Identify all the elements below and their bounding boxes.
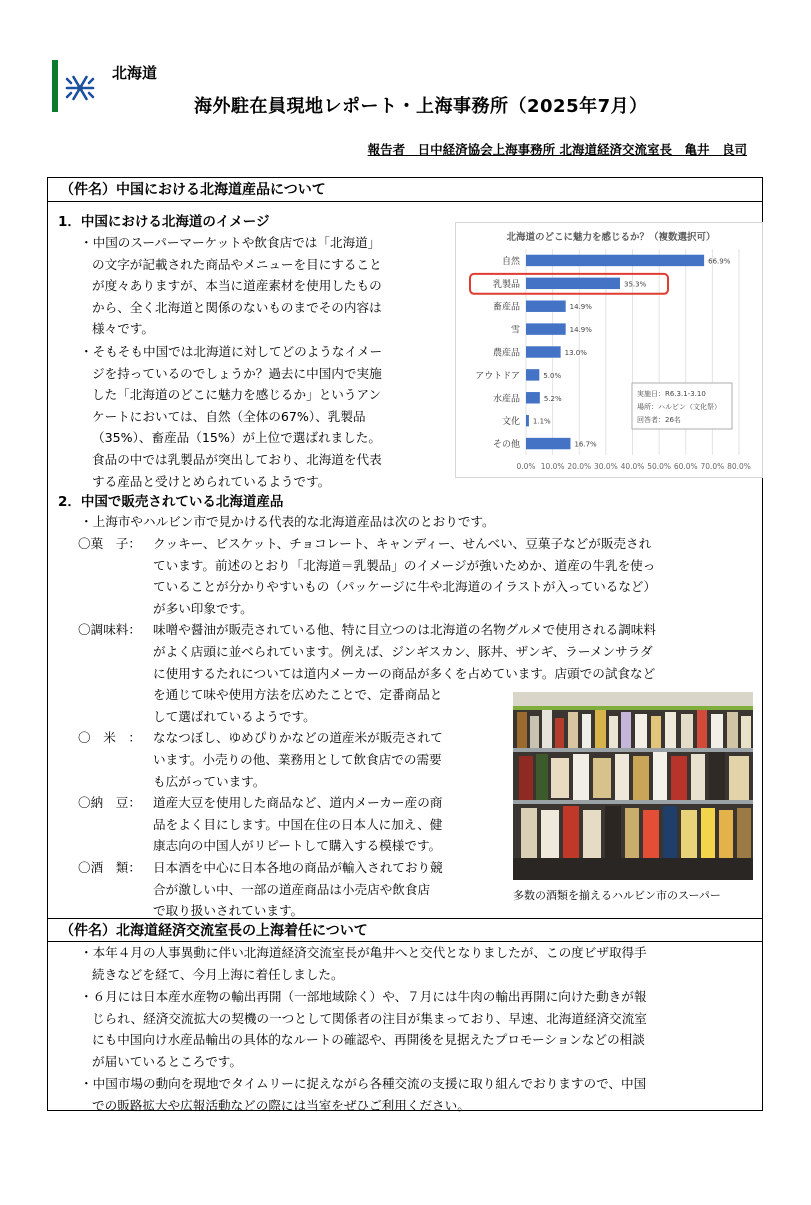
heading-2: 2．中国で販売されている北海道産品 <box>58 494 284 510</box>
data-label: 5.0% <box>543 371 562 380</box>
bar <box>526 278 620 289</box>
note-line: 場所：ハルビン（文化祭） <box>637 403 721 411</box>
bar <box>526 369 539 380</box>
x-tick-label: 20.0% <box>567 462 592 471</box>
para-2-line: する産品と受けとめられているようです。 <box>92 473 331 489</box>
item-line: が多い印象です。 <box>153 600 253 616</box>
item-label-liquor: 〇酒 類： <box>78 860 141 875</box>
data-label: 1.1% <box>532 417 551 426</box>
bar <box>526 323 566 334</box>
supermarket-photo <box>513 692 753 880</box>
subject-2: （件名）北海道経済交流室長の上海着任について <box>48 918 762 942</box>
x-tick-label: 40.0% <box>620 462 645 471</box>
snowflake-icon <box>58 60 98 112</box>
bar <box>526 438 570 449</box>
x-tick-label: 80.0% <box>727 462 751 471</box>
item-line: ていることが分かりやすいもの（パッケージに牛や北海道のイラストが入っているなど） <box>153 579 657 595</box>
para-2-line: ケートにおいては、自然（全体の67%）、乳製品 <box>92 408 366 424</box>
item-line: がよく店頭に並べられています。例えば、ジンギスカン、豚丼、ザンギ、ラーメンサラダ <box>153 644 653 659</box>
org-name: 北海道 <box>112 64 158 82</box>
para-1-line: の文字が記載された商品やメニューを目にすること <box>92 256 382 272</box>
category-label: アウトドア <box>475 371 520 382</box>
intro-line: ・上海市やハルビン市で見かける代表的な北海道産品は次のとおりです。 <box>80 514 495 529</box>
data-label: 35.3% <box>623 280 647 289</box>
item-line: も広がっています。 <box>153 773 266 789</box>
note-line: 実施日：R6.3.1-3.10 <box>637 390 706 398</box>
data-label: 16.7% <box>574 440 597 449</box>
item-line: して選ばれているようです。 <box>153 708 316 724</box>
page-title: 海外駐在員現地レポート・上海事務所（2025年7月） <box>194 96 648 117</box>
data-label: 14.9% <box>569 326 592 335</box>
x-tick-label: 30.0% <box>593 462 618 471</box>
x-tick-label: 50.0% <box>647 462 672 471</box>
x-tick-label: 60.0% <box>673 462 698 471</box>
s2-line: が届いているところです。 <box>92 1053 242 1069</box>
item-line: を通じて味や使用方法を広めたことで、定番商品と <box>153 687 443 703</box>
item-line: で取り扱いされています。 <box>153 903 304 919</box>
category-label: 自然 <box>501 256 520 267</box>
para-2-line: ジを持っているのでしょうか？過去に中国内で実施 <box>92 365 382 381</box>
category-label: 農産品 <box>492 348 520 359</box>
x-tick-label: 70.0% <box>700 462 725 471</box>
item-label-natto: 〇納 豆： <box>78 795 141 811</box>
item-line: 合が激しい中、一部の道産商品は小売店や飲食店 <box>153 881 431 897</box>
hokkaido-logo <box>52 60 162 112</box>
bar <box>526 392 540 403</box>
item-line: 康志向の中国人がリピートして購入する模様です。 <box>153 838 442 854</box>
bar <box>526 415 529 426</box>
item-line: 道産大豆を使用した商品など、道内メーカー産の商 <box>153 795 443 811</box>
subject-1: （件名）中国における北海道産品について <box>48 178 762 202</box>
note-line: 回答者：26名 <box>637 416 681 424</box>
category-label: 乳製品 <box>492 279 520 290</box>
item-label-rice: 〇 米 ： <box>78 730 141 746</box>
para-2-line: （35%）、畜産品（15%）が上位で選ばれました。 <box>92 430 381 446</box>
s2-line: じられ、経済交流拡大の契機の一つとして関係者の注目が集まっており、早速、北海道経済交流室 <box>92 1010 647 1026</box>
item-label-sweets: 〇菓 子： <box>78 536 141 551</box>
item-label-seasoning: 〇調味料： <box>78 622 141 638</box>
item-line: クッキー、ビスケット、チョコレート、キャンディー、せんべい、豆菓子などが販売され <box>153 536 652 551</box>
item-line: 品をよく目にします。中国在住の日本人に加え、健 <box>153 816 443 832</box>
item-line: 味噌や醤油が販売されている他、特に目立つのは北海道の名物グルメで使用される調味料 <box>153 622 656 638</box>
data-label: 66.9% <box>708 257 731 266</box>
heading-1: 1．中国における北海道のイメージ <box>58 214 270 230</box>
para-2-line: した「北海道のどこに魅力を感じるか」というアン <box>92 387 382 403</box>
category-label: その他 <box>492 440 520 451</box>
data-label: 13.0% <box>564 349 587 357</box>
s2-line: ・６月には日本産水産物の輸出再開（一部地域除く）や、７月には牛肉の輸出再開に向けた動きが報 <box>80 989 647 1004</box>
item-line: ています。前述のとおり「北海道＝乳製品」のイメージが強いためか、道産の牛乳を使っ <box>153 557 656 573</box>
data-label: 5.2% <box>543 394 562 403</box>
para-1-line: が度々ありますが、本当に道産素材を使用したもの <box>92 278 382 294</box>
category-label: 水産品 <box>492 394 520 405</box>
bar <box>526 255 704 266</box>
item-line: ななつぼし、ゆめぴりかなどの道産米が販売されて <box>153 730 443 746</box>
s2-line: ・本年４月の人事異動に伴い北海道経済交流室長が亀井へと交代となりましたが、この度ビザ取得手 <box>80 945 647 960</box>
s2-line: での販路拡大や広報活動などの際には当室をぜひご利用ください。 <box>92 1097 470 1113</box>
item-line: 日本酒を中心に日本各地の商品が輸入されており競 <box>153 860 443 875</box>
para-1-line: ・中国のスーパーマーケットや飲食店では「北海道」 <box>80 235 381 250</box>
para-1-line: 様々です。 <box>92 321 154 337</box>
category-label: 雪 <box>510 325 520 336</box>
reporter-line: 報告者 日中経済協会上海事務所 北海道経済交流室長 亀井 良司 <box>367 142 747 157</box>
para-1-line: から、全く北海道と関係のないものまでその内容は <box>92 299 382 315</box>
x-tick-label: 0.0% <box>516 462 536 471</box>
bar <box>526 301 566 312</box>
bar <box>526 346 561 357</box>
photo-caption: 多数の酒類を揃えるハルビン市のスーパー <box>513 889 721 902</box>
category-label: 文化 <box>501 417 520 428</box>
para-2-line: ・そもそも中国では北海道に対してどのようなイメー <box>80 344 383 359</box>
s2-line: にも中国向け水産品輸出の具体的なルートの確認や、再開後を見据えたプロモーションなどの相談 <box>92 1032 645 1048</box>
bar-chart <box>456 223 762 477</box>
s2-line: ・中国市場の動向を現地でタイムリーに捉えながら各種交流の支援に取り組んでおりますので、中国 <box>80 1076 647 1091</box>
data-label: 14.9% <box>569 303 592 312</box>
chart-title: 北海道のどこに魅力を感じるか？（複数選択可） <box>506 232 716 243</box>
item-line: に使用するたれについては道内メーカーの商品が多くを占めています。店頭での試食など <box>153 665 656 681</box>
survey-chart <box>455 222 763 478</box>
s2-line: 続きなどを経て、今月上海に着任しました。 <box>92 966 344 982</box>
category-label: 畜産品 <box>492 302 520 313</box>
para-2-line: 食品の中では乳製品が突出しており、北海道を代表 <box>92 452 382 467</box>
x-tick-label: 10.0% <box>540 462 565 471</box>
item-line: います。小売りの他、業務用として飲食店での需要 <box>153 752 442 767</box>
